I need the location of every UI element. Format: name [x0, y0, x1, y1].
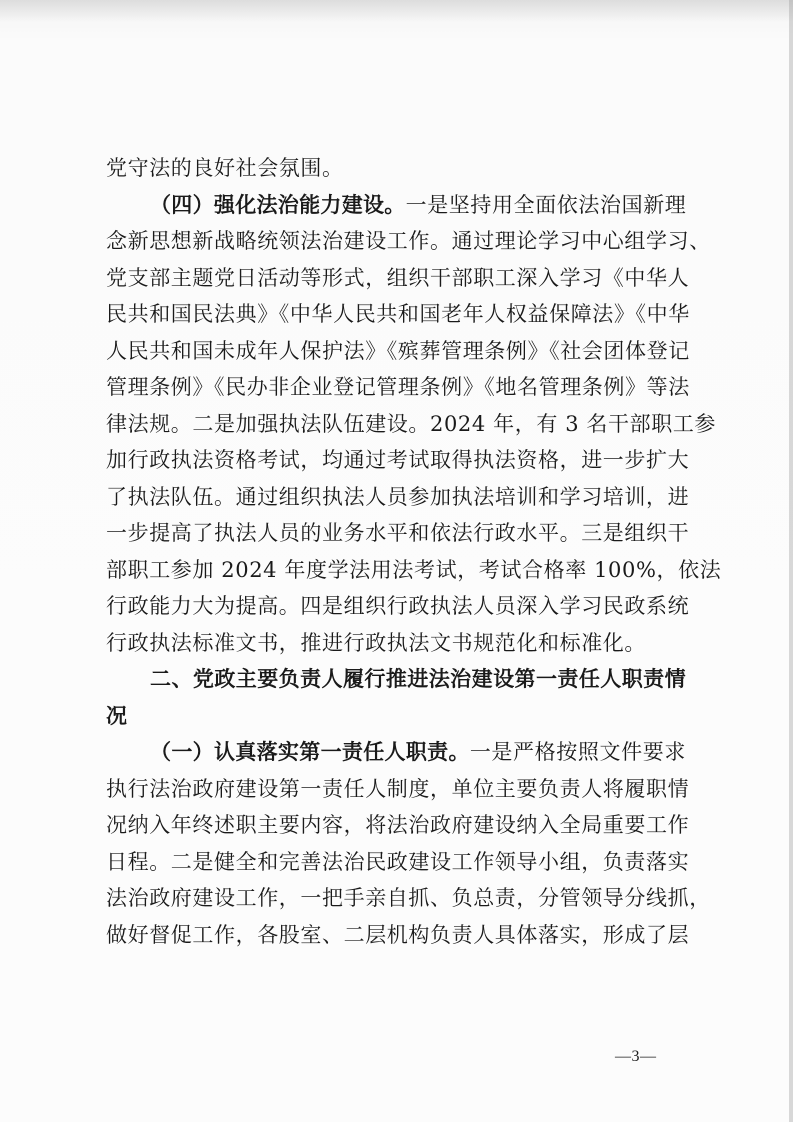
body-line: 部职工参加 2024 年度学法用法考试，考试合格率 100%，依法 — [106, 557, 722, 582]
body-line: （一）认真落实第一责任人职责。一是严格按照文件要求 — [150, 740, 686, 764]
body-line: 管理条例》《民办非企业登记管理条例》《地名管理条例》等法 — [106, 375, 690, 399]
section-lead: （四）强化法治能力建设。 — [150, 192, 406, 217]
body-line: 党支部主题党日活动等形式，组织干部职工深入学习《中华人 — [106, 265, 690, 290]
page-number: —3— — [615, 1048, 657, 1065]
body-line: 执行法治政府建设第一责任人制度，单位主要负责人将履职情 — [106, 776, 690, 801]
section-lead: （一）认真落实第一责任人职责。 — [150, 740, 470, 764]
section-heading: 况 — [106, 703, 128, 728]
body-line: 行政能力大为提高。四是组织行政执法人员深入学习民政系统 — [106, 594, 690, 618]
document-body — [106, 150, 722, 953]
body-line: 日程。二是健全和完善法治民政建设工作领导小组，负责落实 — [106, 849, 690, 874]
body-line: 党守法的良好社会氛围。 — [106, 156, 344, 180]
body-line: 民共和国民法典》《中华人民共和国老年人权益保障法》《中华 — [106, 302, 690, 326]
body-line: 做好督促工作，各股室、二层机构负责人具体落实，形成了层 — [106, 922, 690, 947]
body-line: 一步提高了执法人员的业务水平和依法行政水平。三是组织干 — [106, 521, 690, 545]
body-line: 念新思想新战略统领法治建设工作。通过理论学习中心组学习、 — [106, 229, 711, 253]
section-heading: 二、党政主要负责人履行推进法治建设第一责任人职责情 — [150, 667, 686, 691]
body-line: 法治政府建设工作，一把手亲自抓、负总责，分管领导分线抓， — [106, 886, 711, 910]
body-line: 况纳入年终述职主要内容，将法治政府建设纳入全局重要工作 — [106, 813, 690, 837]
body-line: 律法规。二是加强执法队伍建设。2024 年，有 3 名干部职工参 — [106, 411, 717, 436]
body-line: 人民共和国未成年人保护法》《殡葬管理条例》《社会团体登记 — [106, 338, 690, 363]
scan-shadow-top — [0, 0, 793, 22]
body-line: （四）强化法治能力建设。一是坚持用全面依法治国新理 — [150, 192, 687, 217]
scan-shadow-right — [789, 0, 793, 1122]
body-line: 加行政执法资格考试，均通过考试取得执法资格，进一步扩大 — [106, 448, 690, 472]
body-line: 了执法队伍。通过组织执法人员参加执法培训和学习培训，进 — [106, 484, 690, 509]
body-line: 行政执法标准文书，推进行政执法文书规范化和标准化。 — [106, 630, 646, 655]
